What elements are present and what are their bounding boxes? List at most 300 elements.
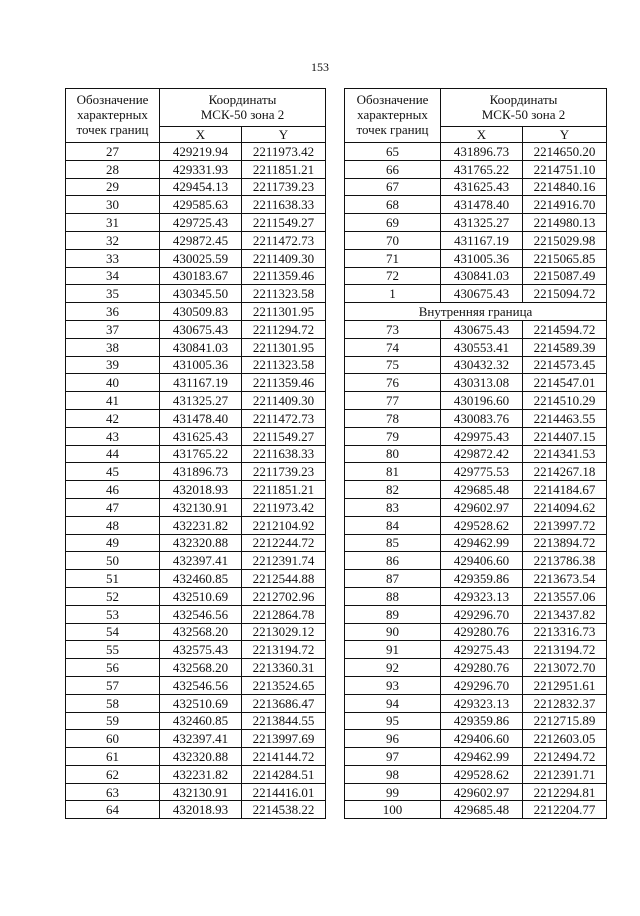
x-coordinate-cell: 432510.69 bbox=[160, 587, 242, 605]
x-coordinate-cell: 432546.56 bbox=[160, 605, 242, 623]
y-coordinate-cell: 2213686.47 bbox=[242, 694, 326, 712]
table-row bbox=[345, 534, 607, 552]
x-coordinate-cell: 430345.50 bbox=[160, 285, 242, 303]
y-coordinate-cell: 2211973.42 bbox=[242, 498, 326, 516]
table-row bbox=[66, 641, 326, 659]
point-number-cell: 73 bbox=[345, 320, 441, 338]
y-coordinate-cell: 2211549.27 bbox=[242, 427, 326, 445]
y-coordinate-cell: 2213557.06 bbox=[523, 587, 607, 605]
table-row bbox=[345, 338, 607, 356]
x-coordinate-cell: 429454.13 bbox=[160, 178, 242, 196]
x-coordinate-cell: 430675.43 bbox=[441, 320, 523, 338]
y-coordinate-cell: 2211472.73 bbox=[242, 231, 326, 249]
y-coordinate-cell: 2211409.30 bbox=[242, 392, 326, 410]
point-number-cell: 51 bbox=[66, 570, 160, 588]
table-row bbox=[66, 143, 326, 161]
x-coordinate-cell: 432460.85 bbox=[160, 570, 242, 588]
table-row bbox=[345, 356, 607, 374]
x-coordinate-cell: 429685.48 bbox=[441, 801, 523, 819]
table-row bbox=[66, 320, 326, 338]
table-row bbox=[345, 196, 607, 214]
point-number-cell: 91 bbox=[345, 641, 441, 659]
point-number-cell: 56 bbox=[66, 659, 160, 677]
y-coordinate-cell: 2211472.73 bbox=[242, 409, 326, 427]
y-coordinate-cell: 2212391.71 bbox=[523, 765, 607, 783]
point-number-cell: 94 bbox=[345, 694, 441, 712]
point-number-cell: 68 bbox=[345, 196, 441, 214]
table-row bbox=[66, 570, 326, 588]
x-coordinate-cell: 430675.43 bbox=[160, 320, 242, 338]
table-row bbox=[66, 712, 326, 730]
table-row bbox=[345, 463, 607, 481]
point-number-cell: 39 bbox=[66, 356, 160, 374]
point-number-cell: 83 bbox=[345, 498, 441, 516]
coords-system: МСК-50 зона 2 bbox=[200, 106, 285, 122]
point-number-cell: 60 bbox=[66, 730, 160, 748]
table-row bbox=[345, 801, 607, 819]
x-coordinate-cell: 431005.36 bbox=[441, 249, 523, 267]
point-number-cell: 46 bbox=[66, 481, 160, 499]
table-row bbox=[66, 498, 326, 516]
point-number-cell: 100 bbox=[345, 801, 441, 819]
y-coordinate-cell: 2214284.51 bbox=[242, 765, 326, 783]
table-row bbox=[345, 552, 607, 570]
x-coordinate-cell: 429462.99 bbox=[441, 748, 523, 766]
point-number-cell: 72 bbox=[345, 267, 441, 285]
point-number-cell: 40 bbox=[66, 374, 160, 392]
y-coordinate-cell: 2214594.72 bbox=[523, 320, 607, 338]
table-row bbox=[66, 783, 326, 801]
x-coordinate-cell: 430183.67 bbox=[160, 267, 242, 285]
y-coordinate-cell: 2214538.22 bbox=[242, 801, 326, 819]
y-coordinate-cell: 2211323.58 bbox=[242, 285, 326, 303]
y-coordinate-cell: 2215029.98 bbox=[523, 231, 607, 249]
y-coordinate-cell: 2214650.20 bbox=[523, 143, 607, 161]
table-row bbox=[66, 427, 326, 445]
x-coordinate-cell: 432568.20 bbox=[160, 659, 242, 677]
point-number-cell: 74 bbox=[345, 338, 441, 356]
table-row bbox=[66, 267, 326, 285]
x-coordinate-cell: 429872.42 bbox=[441, 445, 523, 463]
x-coordinate-cell: 430025.59 bbox=[160, 249, 242, 267]
table-row bbox=[66, 730, 326, 748]
y-coordinate-cell: 2214144.72 bbox=[242, 748, 326, 766]
point-number-cell: 81 bbox=[345, 463, 441, 481]
inner-boundary-label: Внутренняя граница bbox=[345, 303, 607, 321]
y-column-header: Y bbox=[523, 127, 607, 143]
table-row bbox=[345, 623, 607, 641]
x-coordinate-cell: 432231.82 bbox=[160, 765, 242, 783]
y-coordinate-cell: 2213997.69 bbox=[242, 730, 326, 748]
point-number-cell: 85 bbox=[345, 534, 441, 552]
point-number-cell: 54 bbox=[66, 623, 160, 641]
point-number-cell: 58 bbox=[66, 694, 160, 712]
x-coordinate-cell: 431765.22 bbox=[160, 445, 242, 463]
table-row bbox=[345, 427, 607, 445]
table-row bbox=[345, 445, 607, 463]
x-coordinate-cell: 432018.93 bbox=[160, 801, 242, 819]
table-row bbox=[345, 249, 607, 267]
point-number-cell: 37 bbox=[66, 320, 160, 338]
x-coordinate-cell: 430553.41 bbox=[441, 338, 523, 356]
point-number-cell: 28 bbox=[66, 160, 160, 178]
y-coordinate-cell: 2212702.96 bbox=[242, 587, 326, 605]
point-label-line1: Обозначение bbox=[356, 92, 429, 108]
point-number-cell: 71 bbox=[345, 249, 441, 267]
table-row bbox=[66, 178, 326, 196]
point-number-cell: 77 bbox=[345, 392, 441, 410]
point-number-cell: 82 bbox=[345, 481, 441, 499]
x-coordinate-cell: 430196.60 bbox=[441, 392, 523, 410]
y-coordinate-cell: 2212603.05 bbox=[523, 730, 607, 748]
x-coordinate-cell: 429602.97 bbox=[441, 783, 523, 801]
x-coordinate-cell: 429280.76 bbox=[441, 623, 523, 641]
x-coordinate-cell: 431896.73 bbox=[441, 143, 523, 161]
y-coordinate-cell: 2214916.70 bbox=[523, 196, 607, 214]
y-column-header: Y bbox=[242, 127, 326, 143]
table-row bbox=[66, 231, 326, 249]
x-column-header: X bbox=[441, 127, 523, 143]
table-row bbox=[345, 516, 607, 534]
table-row bbox=[345, 160, 607, 178]
point-number-cell: 45 bbox=[66, 463, 160, 481]
table-row bbox=[66, 481, 326, 499]
table-row bbox=[345, 641, 607, 659]
y-coordinate-cell: 2214267.18 bbox=[523, 463, 607, 481]
table-row bbox=[66, 748, 326, 766]
point-label-line3: точек границ bbox=[356, 121, 429, 137]
x-coordinate-cell: 429406.60 bbox=[441, 730, 523, 748]
table-row bbox=[66, 676, 326, 694]
x-coordinate-cell: 429872.45 bbox=[160, 231, 242, 249]
point-number-cell: 50 bbox=[66, 552, 160, 570]
point-number-cell: 87 bbox=[345, 570, 441, 588]
x-coordinate-cell: 432397.41 bbox=[160, 552, 242, 570]
y-coordinate-cell: 2212544.88 bbox=[242, 570, 326, 588]
y-coordinate-cell: 2214751.10 bbox=[523, 160, 607, 178]
x-coordinate-cell: 432546.56 bbox=[160, 676, 242, 694]
y-coordinate-cell: 2211638.33 bbox=[242, 445, 326, 463]
point-number-cell: 31 bbox=[66, 214, 160, 232]
point-number-cell: 44 bbox=[66, 445, 160, 463]
point-number-cell: 76 bbox=[345, 374, 441, 392]
x-coordinate-cell: 431625.43 bbox=[160, 427, 242, 445]
table-row bbox=[66, 587, 326, 605]
point-label-header bbox=[345, 89, 441, 143]
y-coordinate-cell: 2213316.73 bbox=[523, 623, 607, 641]
coordinates-table-left bbox=[65, 88, 326, 819]
point-label-header bbox=[66, 89, 160, 143]
x-coordinate-cell: 432320.88 bbox=[160, 534, 242, 552]
point-number-cell: 43 bbox=[66, 427, 160, 445]
table-row bbox=[66, 445, 326, 463]
x-coordinate-cell: 432510.69 bbox=[160, 694, 242, 712]
y-coordinate-cell: 2212494.72 bbox=[523, 748, 607, 766]
x-coordinate-cell: 430509.83 bbox=[160, 303, 242, 321]
table-row bbox=[66, 356, 326, 374]
table-row bbox=[345, 712, 607, 730]
point-number-cell: 29 bbox=[66, 178, 160, 196]
y-coordinate-cell: 2211409.30 bbox=[242, 249, 326, 267]
point-number-cell: 48 bbox=[66, 516, 160, 534]
y-coordinate-cell: 2211294.72 bbox=[242, 320, 326, 338]
table-row bbox=[345, 730, 607, 748]
point-number-cell: 97 bbox=[345, 748, 441, 766]
y-coordinate-cell: 2212104.92 bbox=[242, 516, 326, 534]
x-coordinate-cell: 430841.03 bbox=[160, 338, 242, 356]
point-number-cell: 47 bbox=[66, 498, 160, 516]
point-number-cell: 41 bbox=[66, 392, 160, 410]
y-coordinate-cell: 2212294.81 bbox=[523, 783, 607, 801]
point-number-cell: 70 bbox=[345, 231, 441, 249]
table-row bbox=[345, 231, 607, 249]
x-coordinate-cell: 432130.91 bbox=[160, 783, 242, 801]
x-coordinate-cell: 432575.43 bbox=[160, 641, 242, 659]
y-coordinate-cell: 2213194.72 bbox=[523, 641, 607, 659]
x-coordinate-cell: 431325.27 bbox=[160, 392, 242, 410]
x-coordinate-cell: 431478.40 bbox=[160, 409, 242, 427]
y-coordinate-cell: 2211359.46 bbox=[242, 374, 326, 392]
point-label-line1: Обозначение bbox=[76, 92, 149, 108]
point-number-cell: 95 bbox=[345, 712, 441, 730]
table-row bbox=[66, 249, 326, 267]
point-number-cell: 67 bbox=[345, 178, 441, 196]
x-coordinate-cell: 429323.13 bbox=[441, 587, 523, 605]
point-number-cell: 75 bbox=[345, 356, 441, 374]
point-number-cell: 42 bbox=[66, 409, 160, 427]
x-coordinate-cell: 429585.63 bbox=[160, 196, 242, 214]
right-table-body bbox=[345, 143, 607, 819]
table-row bbox=[66, 801, 326, 819]
point-number-cell: 38 bbox=[66, 338, 160, 356]
y-coordinate-cell: 2211323.58 bbox=[242, 356, 326, 374]
point-number-cell: 93 bbox=[345, 676, 441, 694]
table-row bbox=[345, 694, 607, 712]
left-table-body bbox=[66, 143, 326, 819]
section-row bbox=[345, 303, 607, 321]
table-row bbox=[345, 605, 607, 623]
point-number-cell: 89 bbox=[345, 605, 441, 623]
point-number-cell: 78 bbox=[345, 409, 441, 427]
x-coordinate-cell: 429323.13 bbox=[441, 694, 523, 712]
table-row bbox=[66, 160, 326, 178]
table-row bbox=[345, 214, 607, 232]
point-number-cell: 1 bbox=[345, 285, 441, 303]
table-row bbox=[345, 392, 607, 410]
x-coordinate-cell: 430841.03 bbox=[441, 267, 523, 285]
coords-title: Координаты bbox=[208, 91, 277, 107]
x-coordinate-cell: 431167.19 bbox=[441, 231, 523, 249]
y-coordinate-cell: 2213997.72 bbox=[523, 516, 607, 534]
table-row bbox=[66, 765, 326, 783]
table-row bbox=[66, 552, 326, 570]
table-row bbox=[66, 374, 326, 392]
point-number-cell: 61 bbox=[66, 748, 160, 766]
table-row bbox=[66, 214, 326, 232]
x-column-header: X bbox=[160, 127, 242, 143]
point-number-cell: 80 bbox=[345, 445, 441, 463]
table-row bbox=[66, 694, 326, 712]
coords-header bbox=[160, 89, 326, 127]
y-coordinate-cell: 2212864.78 bbox=[242, 605, 326, 623]
y-coordinate-cell: 2215094.72 bbox=[523, 285, 607, 303]
x-coordinate-cell: 429406.60 bbox=[441, 552, 523, 570]
y-coordinate-cell: 2214589.39 bbox=[523, 338, 607, 356]
x-coordinate-cell: 431167.19 bbox=[160, 374, 242, 392]
table-row bbox=[66, 392, 326, 410]
point-number-cell: 84 bbox=[345, 516, 441, 534]
table-row bbox=[66, 338, 326, 356]
table-row bbox=[66, 409, 326, 427]
point-number-cell: 96 bbox=[345, 730, 441, 748]
y-coordinate-cell: 2212204.77 bbox=[523, 801, 607, 819]
y-coordinate-cell: 2211638.33 bbox=[242, 196, 326, 214]
table-row bbox=[345, 267, 607, 285]
coords-title: Координаты bbox=[489, 91, 558, 107]
y-coordinate-cell: 2211851.21 bbox=[242, 481, 326, 499]
table-row bbox=[66, 303, 326, 321]
point-label-line2: характерных bbox=[357, 107, 428, 123]
y-coordinate-cell: 2214094.62 bbox=[523, 498, 607, 516]
y-coordinate-cell: 2213360.31 bbox=[242, 659, 326, 677]
y-coordinate-cell: 2211851.21 bbox=[242, 160, 326, 178]
x-coordinate-cell: 429359.86 bbox=[441, 570, 523, 588]
point-number-cell: 90 bbox=[345, 623, 441, 641]
y-coordinate-cell: 2214573.45 bbox=[523, 356, 607, 374]
y-coordinate-cell: 2212244.72 bbox=[242, 534, 326, 552]
point-number-cell: 86 bbox=[345, 552, 441, 570]
point-number-cell: 49 bbox=[66, 534, 160, 552]
table-row bbox=[66, 285, 326, 303]
y-coordinate-cell: 2213437.82 bbox=[523, 605, 607, 623]
point-number-cell: 36 bbox=[66, 303, 160, 321]
x-coordinate-cell: 429528.62 bbox=[441, 765, 523, 783]
x-coordinate-cell: 429275.43 bbox=[441, 641, 523, 659]
x-coordinate-cell: 432231.82 bbox=[160, 516, 242, 534]
y-coordinate-cell: 2213844.55 bbox=[242, 712, 326, 730]
x-coordinate-cell: 432460.85 bbox=[160, 712, 242, 730]
table-row bbox=[345, 765, 607, 783]
point-number-cell: 69 bbox=[345, 214, 441, 232]
y-coordinate-cell: 2214980.13 bbox=[523, 214, 607, 232]
table-row bbox=[66, 534, 326, 552]
y-coordinate-cell: 2213194.72 bbox=[242, 641, 326, 659]
point-number-cell: 63 bbox=[66, 783, 160, 801]
y-coordinate-cell: 2212391.74 bbox=[242, 552, 326, 570]
y-coordinate-cell: 2213029.12 bbox=[242, 623, 326, 641]
y-coordinate-cell: 2215065.85 bbox=[523, 249, 607, 267]
table-row bbox=[345, 570, 607, 588]
point-number-cell: 30 bbox=[66, 196, 160, 214]
y-coordinate-cell: 2212832.37 bbox=[523, 694, 607, 712]
y-coordinate-cell: 2214341.53 bbox=[523, 445, 607, 463]
point-number-cell: 35 bbox=[66, 285, 160, 303]
table-row bbox=[66, 659, 326, 677]
y-coordinate-cell: 2211359.46 bbox=[242, 267, 326, 285]
point-number-cell: 52 bbox=[66, 587, 160, 605]
point-number-cell: 66 bbox=[345, 160, 441, 178]
x-coordinate-cell: 430432.32 bbox=[441, 356, 523, 374]
y-coordinate-cell: 2214547.01 bbox=[523, 374, 607, 392]
x-coordinate-cell: 430313.08 bbox=[441, 374, 523, 392]
y-coordinate-cell: 2213786.38 bbox=[523, 552, 607, 570]
x-coordinate-cell: 429462.99 bbox=[441, 534, 523, 552]
x-coordinate-cell: 429725.43 bbox=[160, 214, 242, 232]
table-row bbox=[66, 623, 326, 641]
x-coordinate-cell: 431005.36 bbox=[160, 356, 242, 374]
y-coordinate-cell: 2213524.65 bbox=[242, 676, 326, 694]
coords-system: МСК-50 зона 2 bbox=[481, 106, 566, 122]
point-number-cell: 62 bbox=[66, 765, 160, 783]
x-coordinate-cell: 429359.86 bbox=[441, 712, 523, 730]
y-coordinate-cell: 2211301.95 bbox=[242, 303, 326, 321]
y-coordinate-cell: 2213673.54 bbox=[523, 570, 607, 588]
x-coordinate-cell: 431478.40 bbox=[441, 196, 523, 214]
x-coordinate-cell: 429528.62 bbox=[441, 516, 523, 534]
y-coordinate-cell: 2214407.15 bbox=[523, 427, 607, 445]
point-number-cell: 53 bbox=[66, 605, 160, 623]
point-number-cell: 79 bbox=[345, 427, 441, 445]
x-coordinate-cell: 432018.93 bbox=[160, 481, 242, 499]
table-row bbox=[66, 463, 326, 481]
x-coordinate-cell: 432397.41 bbox=[160, 730, 242, 748]
table-row bbox=[345, 285, 607, 303]
x-coordinate-cell: 431325.27 bbox=[441, 214, 523, 232]
table-row bbox=[345, 320, 607, 338]
x-coordinate-cell: 429296.70 bbox=[441, 605, 523, 623]
x-coordinate-cell: 429280.76 bbox=[441, 659, 523, 677]
point-label-line3: точек границ bbox=[76, 121, 149, 137]
x-coordinate-cell: 432130.91 bbox=[160, 498, 242, 516]
y-coordinate-cell: 2214463.55 bbox=[523, 409, 607, 427]
table-row bbox=[345, 783, 607, 801]
table-row bbox=[345, 587, 607, 605]
x-coordinate-cell: 431896.73 bbox=[160, 463, 242, 481]
y-coordinate-cell: 2214510.29 bbox=[523, 392, 607, 410]
point-number-cell: 33 bbox=[66, 249, 160, 267]
y-coordinate-cell: 2211973.42 bbox=[242, 143, 326, 161]
x-coordinate-cell: 429296.70 bbox=[441, 676, 523, 694]
table-row bbox=[66, 516, 326, 534]
x-coordinate-cell: 431625.43 bbox=[441, 178, 523, 196]
point-label-line2: характерных bbox=[77, 107, 148, 123]
x-coordinate-cell: 429685.48 bbox=[441, 481, 523, 499]
x-coordinate-cell: 429331.93 bbox=[160, 160, 242, 178]
y-coordinate-cell: 2215087.49 bbox=[523, 267, 607, 285]
y-coordinate-cell: 2212715.89 bbox=[523, 712, 607, 730]
table-row bbox=[345, 676, 607, 694]
y-coordinate-cell: 2213894.72 bbox=[523, 534, 607, 552]
x-coordinate-cell: 432320.88 bbox=[160, 748, 242, 766]
point-number-cell: 92 bbox=[345, 659, 441, 677]
y-coordinate-cell: 2212951.61 bbox=[523, 676, 607, 694]
x-coordinate-cell: 429219.94 bbox=[160, 143, 242, 161]
y-coordinate-cell: 2211549.27 bbox=[242, 214, 326, 232]
point-number-cell: 99 bbox=[345, 783, 441, 801]
point-number-cell: 57 bbox=[66, 676, 160, 694]
x-coordinate-cell: 429602.97 bbox=[441, 498, 523, 516]
y-coordinate-cell: 2211739.23 bbox=[242, 463, 326, 481]
x-coordinate-cell: 431765.22 bbox=[441, 160, 523, 178]
point-number-cell: 34 bbox=[66, 267, 160, 285]
point-number-cell: 59 bbox=[66, 712, 160, 730]
point-number-cell: 98 bbox=[345, 765, 441, 783]
point-number-cell: 65 bbox=[345, 143, 441, 161]
y-coordinate-cell: 2214416.01 bbox=[242, 783, 326, 801]
x-coordinate-cell: 429775.53 bbox=[441, 463, 523, 481]
table-row bbox=[345, 409, 607, 427]
point-number-cell: 88 bbox=[345, 587, 441, 605]
